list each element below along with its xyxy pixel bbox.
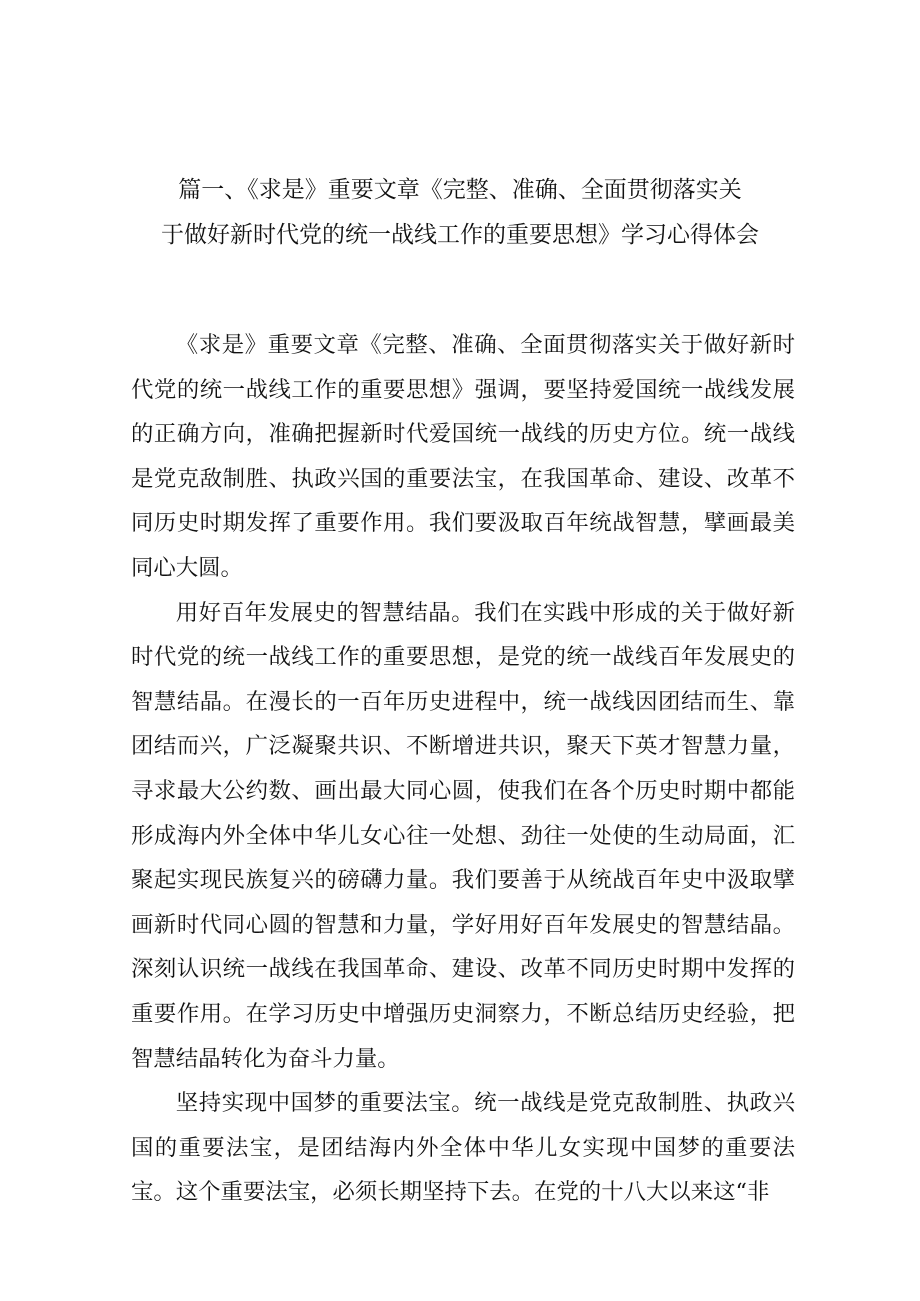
title-line-1: 篇一、《求是》重要文章《完整、准确、全面贯彻落实关 [178,177,742,203]
paragraph-intro: 《求是》重要文章《完整、准确、全面贯彻落实关于做好新时代党的统一战线工作的重要思想》强调，要坚持爱国统一战线发展的正确方向，准确把握新时代爱国统一战线的历史方位。统一战线是党克敌制胜、执政兴国的重要法宝，在我国革命、建设、改革不同历史时期发挥了重要作用。我们要汲取百年统战智慧，擘画最美同心大圆。 [131,332,795,581]
document-title [110,168,810,258]
paragraph-wisdom: 用好百年发展史的智慧结晶。我们在实践中形成的关于做好新时代党的统一战线工作的重要思想，是党的统一战线百年发展史的智慧结晶。在漫长的一百年历史进程中，统一战线因团结而生、靠团结而兴，广泛凝聚共识、不断增进共识，聚天下英才智慧力量，寻求最大公约数、画出最大同心圆，使我们在各个历史时期中都能形成海内外全体中华儿女心往一处想、劲往一处使的生动局面，汇聚起实现民族复兴的磅礴力量。我们要善于从统战百年史中汲取擘画新时代同心圆的智慧和力量，学好用好百年发展史的智慧结晶。深刻认识统一战线在我国革命、建设、改革不同历史时期中发挥的重要作用。在学习历史中增强历史洞察力，不断总结历史经验，把智慧结晶转化为奋斗力量。 [131,599,795,1072]
title-line-2: 于做好新时代党的统一战线工作的重要思想》学习心得体会 [161,222,759,248]
paragraph-magic-weapon: 坚持实现中国梦的重要法宝。统一战线是党克敌制胜、执政兴国的重要法宝，是团结海内外全体中华儿女实现中国梦的重要法宝。这个重要法宝，必须长期坚持下去。在党的十八大以来这“非 [131,1090,795,1206]
document-body [131,323,795,1215]
